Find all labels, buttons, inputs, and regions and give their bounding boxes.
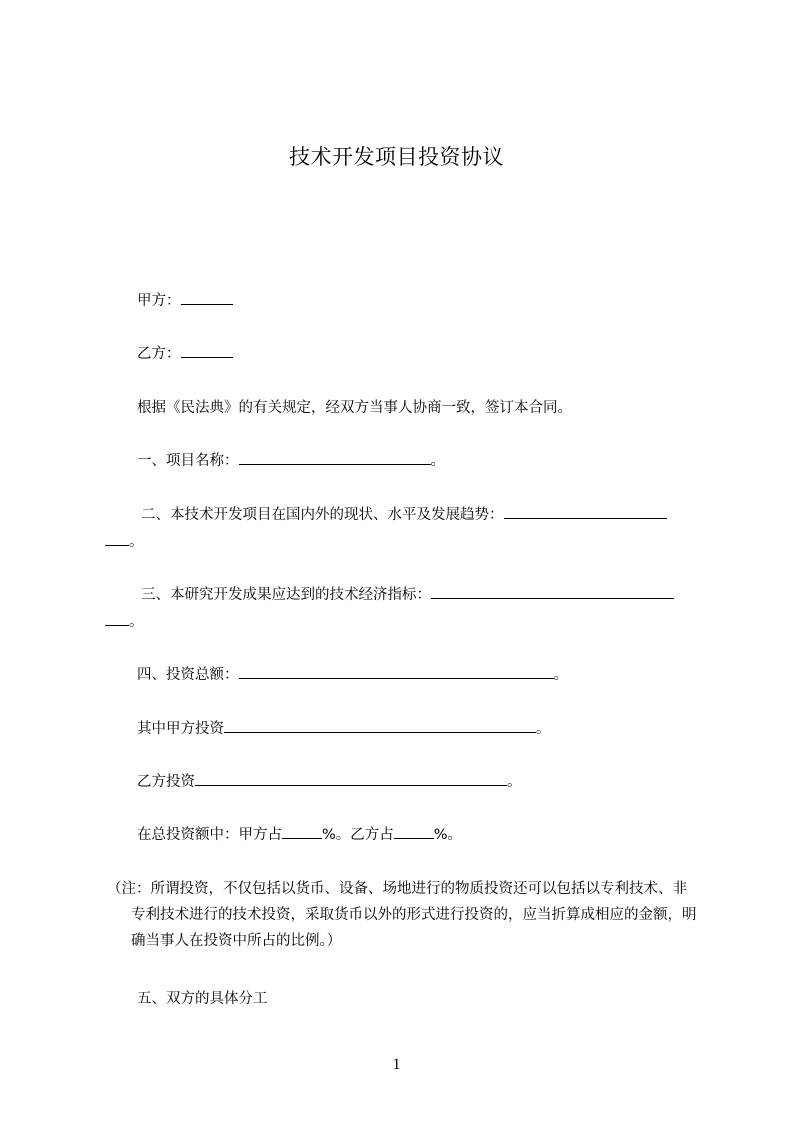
intro-text: 根据《民法典》的有关规定，经双方当事人协商一致，签订本合同。 bbox=[137, 400, 572, 416]
party-a-ratio-blank bbox=[282, 824, 322, 839]
party-b-blank bbox=[181, 343, 233, 358]
document-title: 技术开发项目投资协议 bbox=[289, 145, 504, 169]
item2-blank bbox=[504, 504, 667, 519]
party-b-invest-blank bbox=[195, 771, 507, 786]
intro-line bbox=[137, 397, 572, 419]
party-a-invest-period: 。 bbox=[536, 721, 551, 737]
item1-blank bbox=[239, 450, 431, 465]
party-a-invest-label: 其中甲方投资 bbox=[137, 721, 224, 737]
item3-line bbox=[141, 584, 674, 606]
ratio-middle: %。乙方占 bbox=[322, 827, 394, 843]
party-b-invest-period: 。 bbox=[507, 774, 522, 790]
item3-period: 。 bbox=[129, 614, 144, 630]
item1-line bbox=[137, 450, 445, 472]
party-b-invest-line bbox=[137, 771, 522, 793]
party-a-invest-line bbox=[137, 718, 551, 740]
item3-line-cont bbox=[105, 611, 144, 633]
item4-line bbox=[137, 664, 568, 686]
item4-blank bbox=[239, 664, 554, 679]
item2-blank-cont bbox=[105, 531, 129, 546]
item3-blank-cont bbox=[105, 611, 129, 626]
item5-label: 五、双方的具体分工 bbox=[137, 991, 268, 1007]
item4-label: 四、投资总额： bbox=[137, 667, 239, 683]
item1-label: 一、项目名称： bbox=[137, 453, 239, 469]
item2-line-cont bbox=[105, 531, 144, 553]
item2-label: 二、本技术开发项目在国内外的现状、水平及发展趋势： bbox=[141, 507, 504, 523]
item4-period: 。 bbox=[553, 667, 568, 683]
party-b-label: 乙方： bbox=[137, 346, 181, 362]
ratio-prefix: 在总投资额中：甲方占 bbox=[137, 827, 282, 843]
page-number: 1 bbox=[392, 1056, 401, 1073]
item3-blank bbox=[431, 584, 674, 599]
note-paragraph: （注：所谓投资，不仅包括以货币、设备、场地进行的物质投资还可以包括以专利技术、非专利技术进行的技术投资，采取货币以外的形式进行投资的，应当折算成相应的金额，明确当事人在投资中所占的比例。） bbox=[107, 881, 697, 949]
item2-line bbox=[141, 504, 667, 526]
item1-period: 。 bbox=[430, 453, 445, 469]
party-a-line bbox=[137, 290, 233, 312]
party-a-invest-blank bbox=[224, 718, 536, 733]
party-a-blank bbox=[181, 290, 233, 305]
item5-line bbox=[137, 988, 268, 1010]
party-b-line bbox=[137, 343, 233, 365]
item3-label: 三、本研究开发成果应达到的技术经济指标： bbox=[141, 587, 431, 603]
item2-period: 。 bbox=[129, 534, 144, 550]
ratio-line bbox=[137, 824, 462, 846]
party-a-label: 甲方： bbox=[137, 293, 181, 309]
party-b-invest-label: 乙方投资 bbox=[137, 774, 195, 790]
party-b-ratio-blank bbox=[394, 824, 434, 839]
ratio-suffix: %。 bbox=[433, 827, 463, 843]
